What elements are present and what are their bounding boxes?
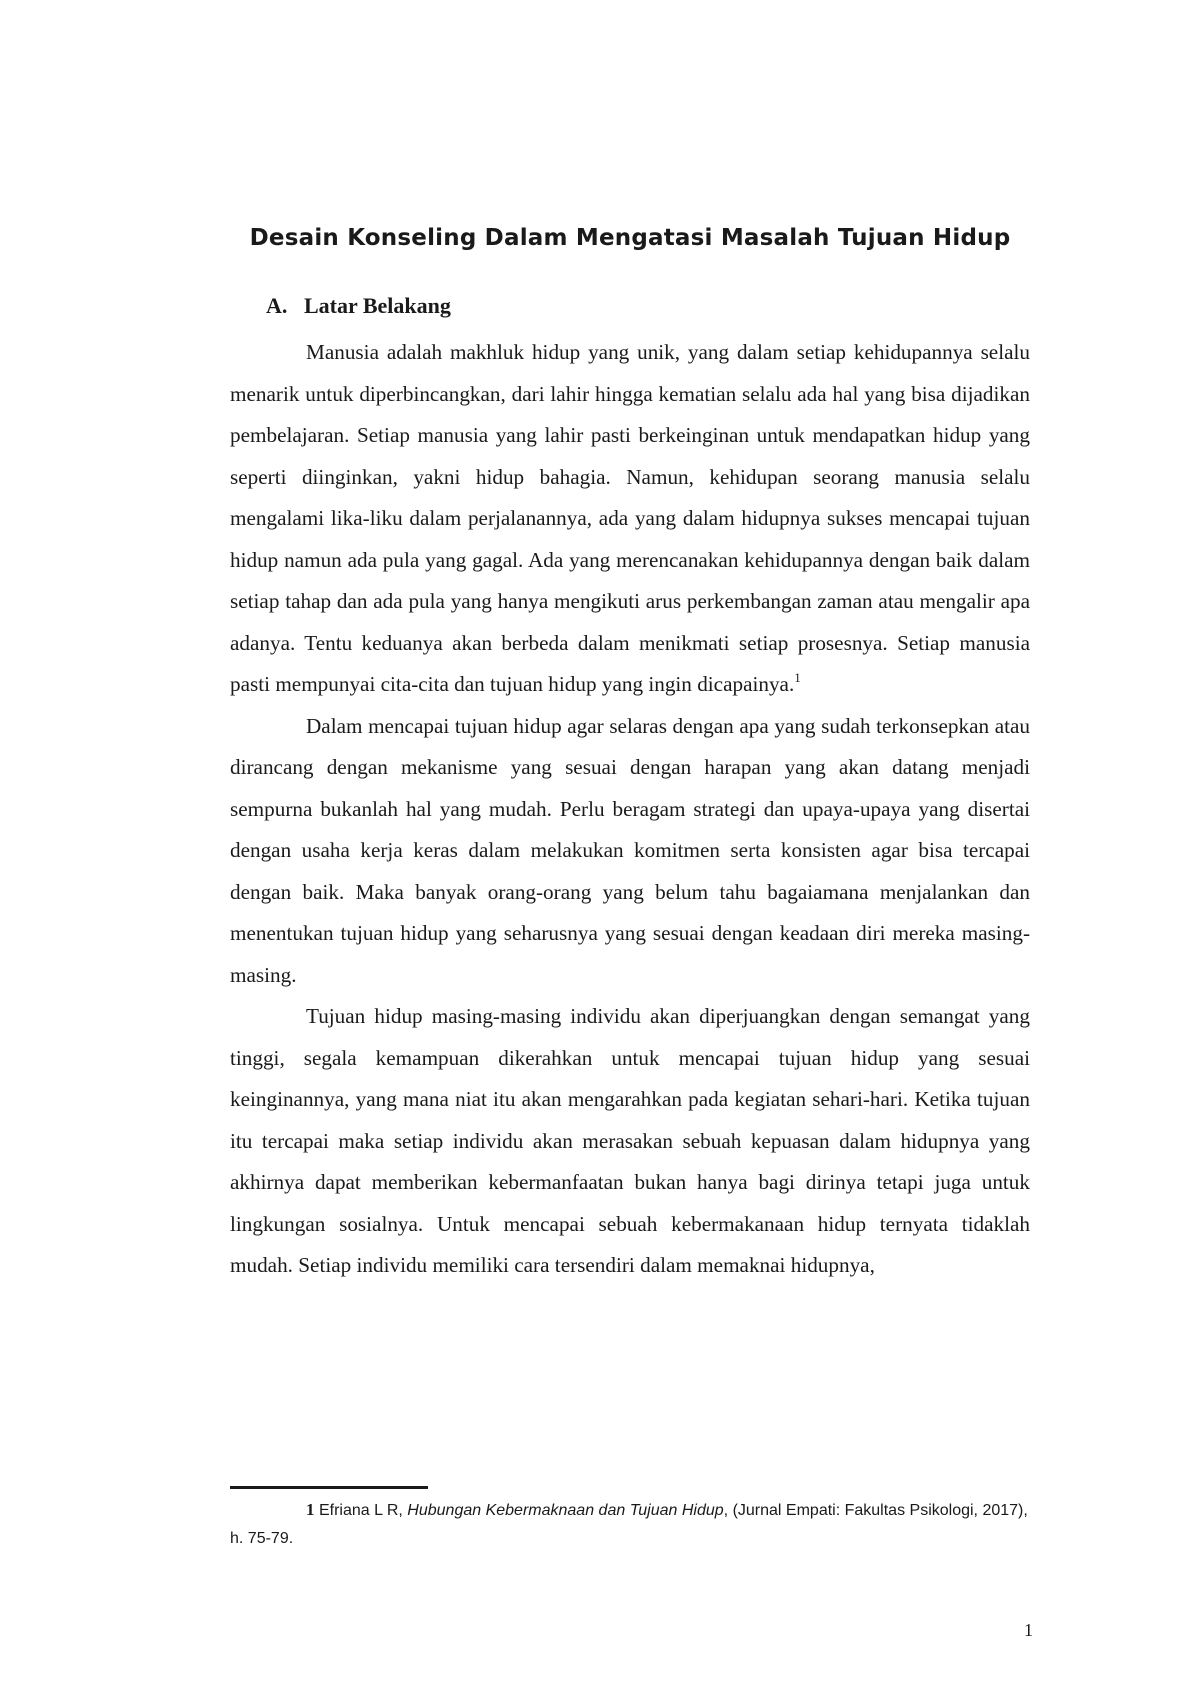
footnote-reference[interactable]: 1	[794, 670, 801, 685]
section-heading-text: Latar Belakang	[304, 293, 451, 318]
section-marker: A.	[266, 293, 288, 318]
body-text	[230, 332, 1030, 1287]
paragraph-1	[230, 332, 1030, 706]
paragraph-2	[230, 706, 1030, 997]
footnote	[230, 1496, 1030, 1553]
footnote-number: 1	[306, 1500, 315, 1519]
paragraph-2-text: Dalam mencapai tujuan hidup agar selaras dengan apa yang sudah terkonsepkan atau dirancang dengan mekanisme yang sesuai dengan harapan yang akan datang menjadi sempurna bukanlah hal yang mudah. Perlu beragam strategi dan upaya-upaya yang disertai dengan usaha kerja keras dalam melakukan komitmen serta konsisten agar bisa tercapai dengan baik. Maka banyak orang-orang yang belum tahu bagaiamana menjalankan dan menentukan tujuan hidup yang seharusnya yang sesuai dengan keadaan diri mereka masing-masing.	[230, 713, 1030, 987]
footnote-work-title: Hubungan Kebermaknaan dan Tujuan Hidup	[407, 1502, 724, 1519]
section-heading	[266, 293, 451, 319]
footnote-author: Efriana L R,	[318, 1502, 403, 1519]
page-number: 1	[1024, 1620, 1033, 1640]
footnote-separator	[230, 1486, 428, 1489]
document-title: Desain Konseling Dalam Mengatasi Masalah Tujuan Hidup	[249, 225, 1011, 251]
paragraph-1-text: Manusia adalah makhluk hidup yang unik, yang dalam setiap kehidupannya selalu menarik untuk diperbincangkan, dari lahir hingga kematian selalu ada hal yang bisa dijadikan pembelajaran. Setiap manusia yang lahir pasti berkeinginan untuk mendapatkan hidup yang seperti diinginkan, yakni hidup bahagia. Namun, kehidupan seorang manusia selalu mengalami lika-liku dalam perjalanannya, ada yang dalam hidupnya sukses mencapai tujuan hidup namun ada pula yang gagal. Ada yang merencanakan kehidupannya dengan baik dalam setiap tahap dan ada pula yang hanya mengikuti arus perkembangan zaman atau mengalir apa adanya. Tentu keduanya akan berbeda dalam menikmati setiap prosesnya. Setiap manusia pasti mempunyai cita-cita dan tujuan hidup yang ingin dicapainya.	[230, 340, 1030, 696]
paragraph-3	[230, 996, 1030, 1287]
footnote-details: , (Jurnal Empati: Fakultas Psikologi, 2017), h. 75-79.	[230, 1502, 1028, 1547]
paragraph-3-text: Tujuan hidup masing-masing individu akan diperjuangkan dengan semangat yang tinggi, segala kemampuan dikerahkan untuk mencapai tujuan hidup yang sesuai keinginannya, yang mana niat itu akan mengarahkan pada kegiatan sehari-hari. Ketika tujuan itu tercapai maka setiap individu akan merasakan sebuah kepuasan dalam hidupnya yang akhirnya dapat memberikan kebermanfaatan bukan hanya bagi dirinya tetapi juga untuk lingkungan sosialnya. Untuk mencapai sebuah kebermakanaan hidup ternyata tidaklah mudah. Setiap individu memiliki cara tersendiri dalam memaknai hidupnya,	[230, 1004, 1030, 1277]
